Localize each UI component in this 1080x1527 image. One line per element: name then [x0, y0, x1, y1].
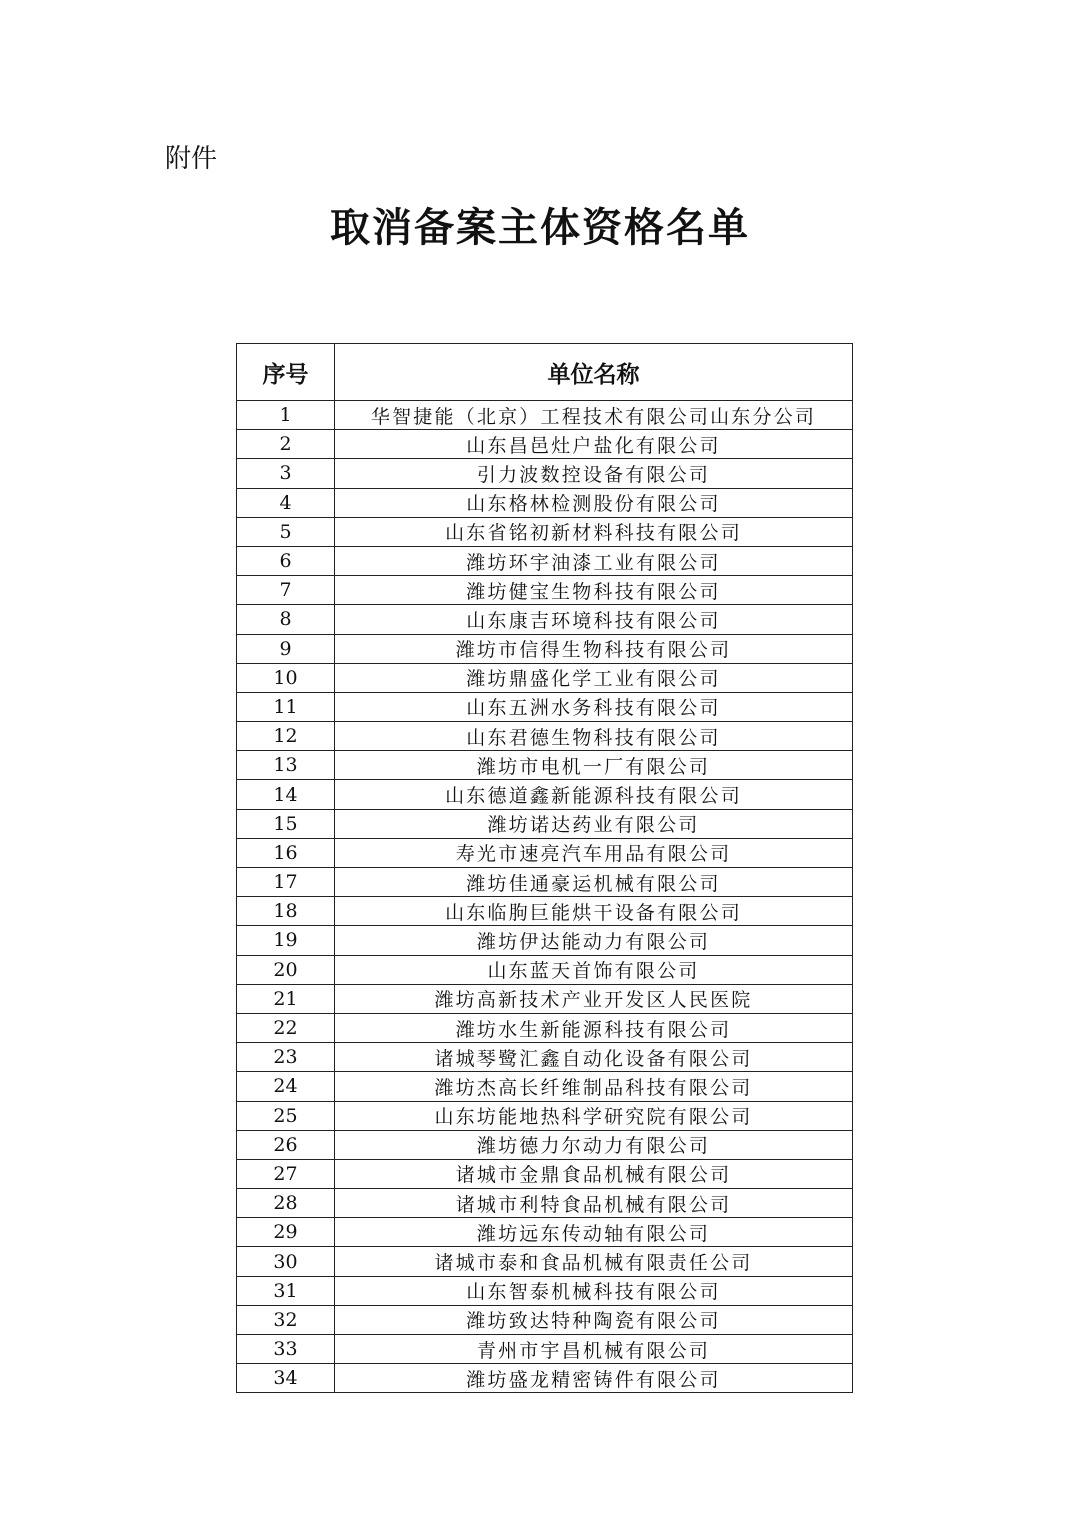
table-row [237, 1364, 853, 1393]
serial-number-cell: 34 [237, 1364, 335, 1393]
unit-name-cell: 潍坊环宇油漆工业有限公司 [335, 546, 853, 575]
unit-name-cell: 潍坊致达特种陶瓷有限公司 [335, 1305, 853, 1334]
table-row [237, 1072, 853, 1101]
unit-name-cell: 山东临朐巨能烘干设备有限公司 [335, 897, 853, 926]
table-row [237, 1130, 853, 1159]
serial-number-cell: 7 [237, 576, 335, 605]
table-row [237, 984, 853, 1013]
unit-name-cell: 山东德道鑫新能源科技有限公司 [335, 780, 853, 809]
table-row [237, 488, 853, 517]
table-row [237, 459, 853, 488]
serial-number-cell: 18 [237, 897, 335, 926]
table-body [237, 401, 853, 1393]
serial-number-cell: 33 [237, 1335, 335, 1364]
table-row [237, 517, 853, 546]
unit-name-cell: 潍坊诺达药业有限公司 [335, 809, 853, 838]
unit-name-cell: 山东君德生物科技有限公司 [335, 722, 853, 751]
table-row [237, 430, 853, 459]
table-row [237, 634, 853, 663]
unit-name-cell: 山东格林检测股份有限公司 [335, 488, 853, 517]
table-row [237, 751, 853, 780]
serial-number-cell: 5 [237, 517, 335, 546]
serial-number-cell: 30 [237, 1247, 335, 1276]
table-row [237, 692, 853, 721]
unit-name-cell: 山东坊能地热科学研究院有限公司 [335, 1101, 853, 1130]
column-header-unit-name: 单位名称 [335, 344, 853, 401]
unit-name-cell: 诸城市金鼎食品机械有限公司 [335, 1159, 853, 1188]
serial-number-cell: 22 [237, 1013, 335, 1042]
unit-name-cell: 潍坊高新技术产业开发区人民医院 [335, 984, 853, 1013]
unit-name-cell: 潍坊市信得生物科技有限公司 [335, 634, 853, 663]
unit-name-cell: 潍坊远东传动轴有限公司 [335, 1218, 853, 1247]
table-row [237, 1043, 853, 1072]
unit-name-cell: 华智捷能（北京）工程技术有限公司山东分公司 [335, 401, 853, 430]
serial-number-cell: 23 [237, 1043, 335, 1072]
serial-number-cell: 31 [237, 1276, 335, 1305]
serial-number-cell: 29 [237, 1218, 335, 1247]
table-row [237, 1305, 853, 1334]
serial-number-cell: 11 [237, 692, 335, 721]
attachment-label: 附件 [165, 144, 218, 174]
table-row [237, 605, 853, 634]
unit-name-cell: 诸城琴鹭汇鑫自动化设备有限公司 [335, 1043, 853, 1072]
unit-name-cell: 山东昌邑灶户盐化有限公司 [335, 430, 853, 459]
table-row [237, 1247, 853, 1276]
table-header-row [237, 344, 853, 401]
serial-number-cell: 4 [237, 488, 335, 517]
table-row [237, 546, 853, 575]
serial-number-cell: 26 [237, 1130, 335, 1159]
unit-name-cell: 山东五洲水务科技有限公司 [335, 692, 853, 721]
table-row [237, 897, 853, 926]
serial-number-cell: 10 [237, 663, 335, 692]
unit-name-cell: 潍坊德力尔动力有限公司 [335, 1130, 853, 1159]
unit-name-cell: 潍坊伊达能动力有限公司 [335, 926, 853, 955]
unit-name-cell: 诸城市利特食品机械有限公司 [335, 1189, 853, 1218]
table-row [237, 838, 853, 867]
table-row [237, 868, 853, 897]
revocation-table [236, 343, 853, 1393]
unit-name-cell: 山东康吉环境科技有限公司 [335, 605, 853, 634]
table-row [237, 1335, 853, 1364]
serial-number-cell: 2 [237, 430, 335, 459]
unit-name-cell: 潍坊杰高长纤维制品科技有限公司 [335, 1072, 853, 1101]
table-row [237, 780, 853, 809]
table-row [237, 1189, 853, 1218]
serial-number-cell: 17 [237, 868, 335, 897]
serial-number-cell: 20 [237, 955, 335, 984]
serial-number-cell: 28 [237, 1189, 335, 1218]
serial-number-cell: 27 [237, 1159, 335, 1188]
table-row [237, 576, 853, 605]
table-row [237, 955, 853, 984]
unit-name-cell: 青州市宇昌机械有限公司 [335, 1335, 853, 1364]
unit-name-cell: 诸城市泰和食品机械有限责任公司 [335, 1247, 853, 1276]
table-row [237, 1101, 853, 1130]
unit-name-cell: 潍坊市电机一厂有限公司 [335, 751, 853, 780]
table-row [237, 663, 853, 692]
serial-number-cell: 6 [237, 546, 335, 575]
serial-number-cell: 24 [237, 1072, 335, 1101]
table-row [237, 1218, 853, 1247]
serial-number-cell: 1 [237, 401, 335, 430]
unit-name-cell: 山东省铭初新材料科技有限公司 [335, 517, 853, 546]
serial-number-cell: 32 [237, 1305, 335, 1334]
serial-number-cell: 9 [237, 634, 335, 663]
serial-number-cell: 16 [237, 838, 335, 867]
table-row [237, 926, 853, 955]
table-row [237, 1013, 853, 1042]
table-row [237, 809, 853, 838]
serial-number-cell: 13 [237, 751, 335, 780]
unit-name-cell: 潍坊佳通豪运机械有限公司 [335, 868, 853, 897]
unit-name-cell: 寿光市速亮汽车用品有限公司 [335, 838, 853, 867]
table-row [237, 1159, 853, 1188]
serial-number-cell: 25 [237, 1101, 335, 1130]
table-row [237, 722, 853, 751]
serial-number-cell: 12 [237, 722, 335, 751]
table-row [237, 1276, 853, 1305]
unit-name-cell: 山东蓝天首饰有限公司 [335, 955, 853, 984]
serial-number-cell: 19 [237, 926, 335, 955]
unit-name-cell: 引力波数控设备有限公司 [335, 459, 853, 488]
serial-number-cell: 15 [237, 809, 335, 838]
serial-number-cell: 3 [237, 459, 335, 488]
unit-name-cell: 山东智泰机械科技有限公司 [335, 1276, 853, 1305]
table-row [237, 401, 853, 430]
unit-name-cell: 潍坊健宝生物科技有限公司 [335, 576, 853, 605]
serial-number-cell: 8 [237, 605, 335, 634]
unit-name-cell: 潍坊鼎盛化学工业有限公司 [335, 663, 853, 692]
unit-name-cell: 潍坊水生新能源科技有限公司 [335, 1013, 853, 1042]
column-header-serial: 序号 [237, 344, 335, 401]
page-title: 取消备案主体资格名单 [330, 204, 750, 251]
serial-number-cell: 21 [237, 984, 335, 1013]
serial-number-cell: 14 [237, 780, 335, 809]
unit-name-cell: 潍坊盛龙精密铸件有限公司 [335, 1364, 853, 1393]
